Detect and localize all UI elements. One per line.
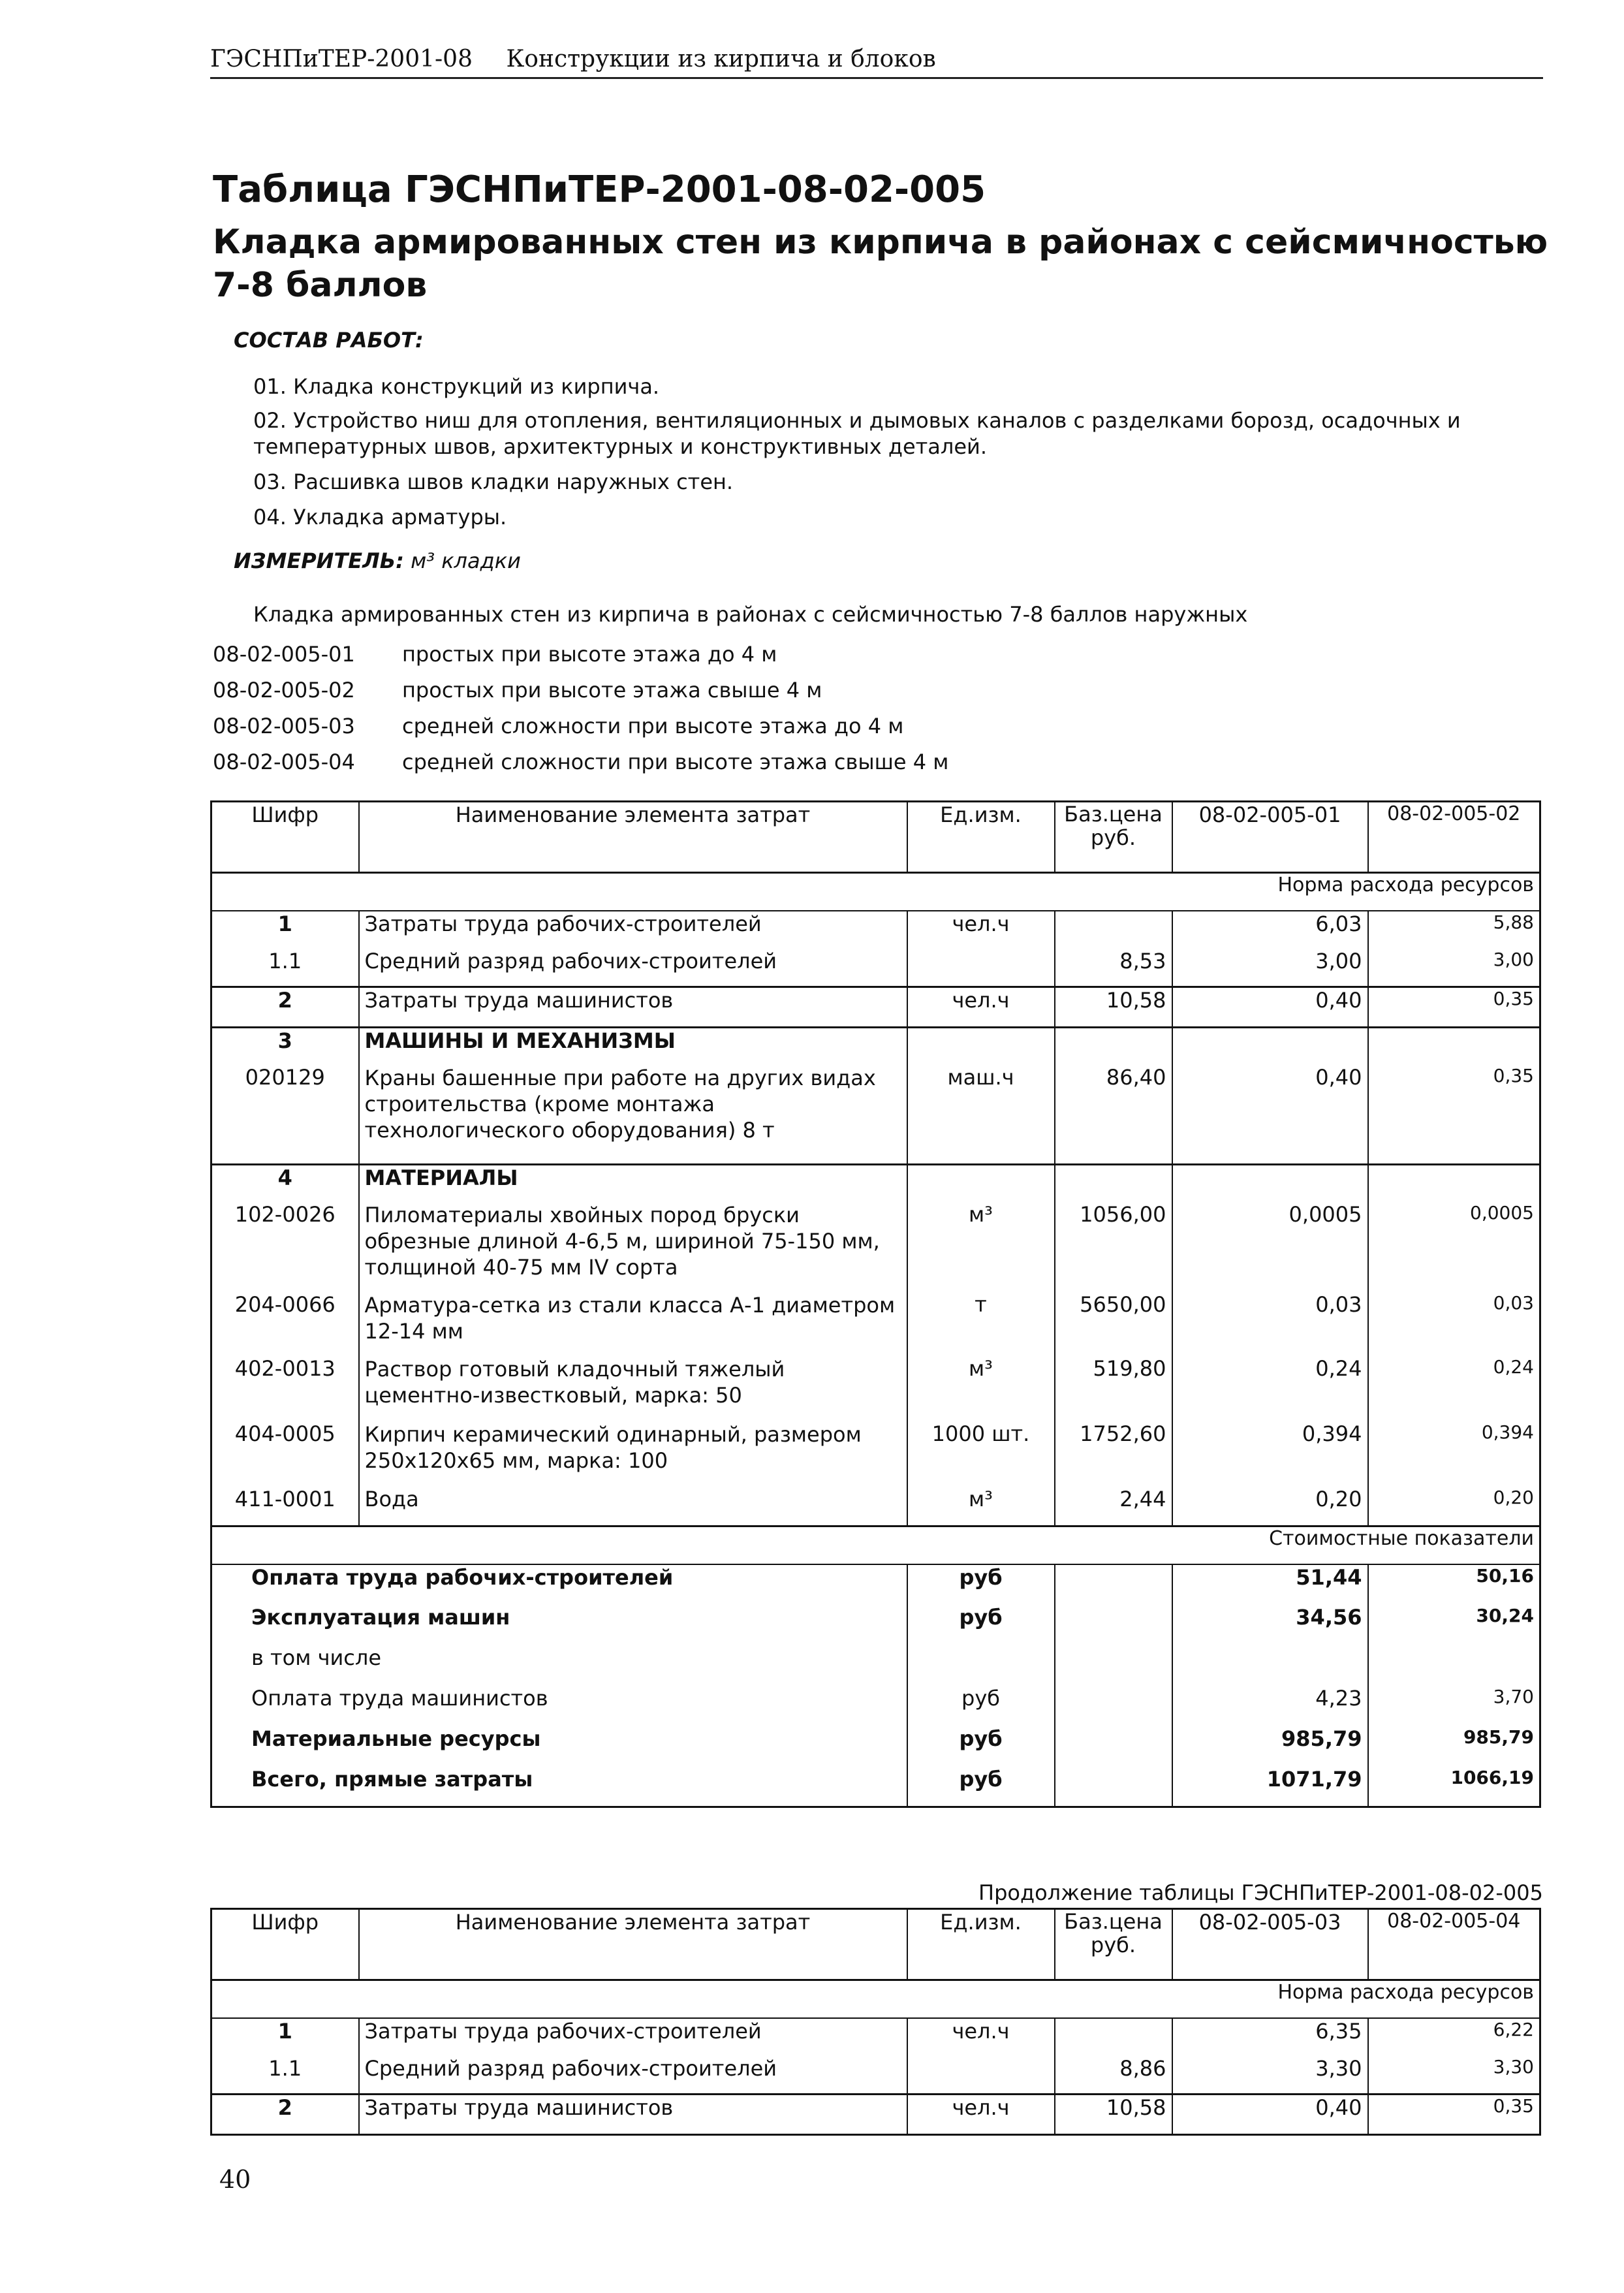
operation-item: 01. Кладка конструкций из кирпича. [253, 374, 660, 399]
row-unit: м³ [907, 1487, 1055, 1526]
running-header [210, 42, 1543, 79]
row-code: 3 [277, 1028, 292, 1053]
row-v1: 3,00 [1172, 949, 1368, 987]
row-price: 86,40 [1055, 1065, 1172, 1164]
table-row [211, 2018, 1540, 2056]
row-v4: 0,35 [1368, 2094, 1540, 2134]
cost-label: Стоимостные показатели [211, 1526, 1540, 1564]
row-v2: 0,03 [1368, 1292, 1540, 1356]
row-v2: 0,394 [1368, 1421, 1540, 1487]
cost-v1: 4,23 [1172, 1686, 1368, 1726]
table-header-row [211, 1909, 1540, 1980]
cost-v1: 985,79 [1172, 1726, 1368, 1767]
row-unit: м³ [907, 1202, 1055, 1292]
section-title: МАШИНЫ И МЕХАНИЗМЫ [359, 1027, 907, 1065]
row-v2: 3,00 [1368, 949, 1540, 987]
row-unit: маш.ч [907, 1065, 1055, 1164]
cost-row [211, 1605, 1540, 1645]
row-code: 2 [277, 2095, 292, 2120]
variant-row [213, 744, 1388, 780]
row-code: 402-0013 [234, 1356, 336, 1381]
row-code: 020129 [245, 1065, 325, 1090]
col-v4-header: 08-02-005-04 [1368, 1909, 1540, 1980]
cost-v1: 1071,79 [1172, 1767, 1368, 1807]
composition-label: СОСТАВ РАБОТ: [234, 328, 424, 353]
section-title: МАТЕРИАЛЫ [359, 1164, 907, 1202]
row-v2: 5,88 [1368, 911, 1540, 949]
row-v1: 0,03 [1172, 1292, 1368, 1356]
variant-desc: средней сложности при высоте этажа свыше 4 м [402, 749, 949, 774]
table-row [211, 1421, 1540, 1487]
row-name: Затраты труда рабочих-строителей [359, 2018, 907, 2056]
row-price: 8,86 [1055, 2056, 1172, 2094]
row-price [1055, 2018, 1172, 2056]
norm-subheader-row [211, 873, 1540, 911]
row-v2: 0,35 [1368, 1065, 1540, 1164]
row-name: Арматура-сетка из стали класса А-1 диаметром 12-14 мм [359, 1292, 907, 1356]
row-unit: чел.ч [907, 2094, 1055, 2134]
row-name: Средний разряд рабочих-строителей [359, 949, 907, 987]
cost-name: Всего, прямые затраты [251, 1766, 533, 1792]
row-price: 519,80 [1055, 1356, 1172, 1421]
measure-value: м³ кладки [411, 548, 521, 573]
col-v1-header: 08-02-005-01 [1172, 802, 1368, 873]
row-v2: 0,24 [1368, 1356, 1540, 1421]
table-row [211, 987, 1540, 1027]
cost-v2: 50,16 [1368, 1564, 1540, 1605]
continuation-caption: Продолжение таблицы ГЭСНПиТЕР-2001-08-02-005 [978, 1880, 1543, 1905]
page-number: 40 [219, 2165, 251, 2194]
resource-table-1 [210, 800, 1541, 1808]
header-code: ГЭСНПиТЕР-2001-08 [210, 46, 473, 72]
table-row [211, 1202, 1540, 1292]
table-row [211, 2056, 1540, 2094]
row-unit: м³ [907, 1356, 1055, 1421]
col-code-header: Шифр [211, 1909, 359, 1980]
row-v1: 0,24 [1172, 1356, 1368, 1421]
operation-item: 03. Расшивка швов кладки наружных стен. [253, 469, 734, 494]
row-v1: 0,40 [1172, 987, 1368, 1027]
row-unit: чел.ч [907, 2018, 1055, 2056]
norm-label: Норма расхода ресурсов [211, 873, 1540, 911]
col-unit-header: Ед.изм. [907, 1909, 1055, 1980]
row-name: Средний разряд рабочих-строителей [359, 2056, 907, 2094]
table-row [211, 2094, 1540, 2134]
row-name: Кирпич керамический одинарный, размером 250х120х65 мм, марка: 100 [359, 1421, 907, 1487]
cost-unit: руб [907, 1686, 1055, 1726]
cost-name: Оплата труда машинистов [251, 1685, 548, 1711]
table-title: Таблица ГЭСНПиТЕР-2001-08-02-005 [213, 168, 986, 211]
cost-row [211, 1686, 1540, 1726]
table-row [211, 949, 1540, 987]
row-v2: 0,20 [1368, 1487, 1540, 1526]
cost-row [211, 1564, 1540, 1605]
row-code: 102-0026 [234, 1202, 336, 1227]
cost-v2: 3,70 [1368, 1686, 1540, 1726]
col-v2-header: 08-02-005-02 [1368, 802, 1540, 873]
row-v1: 0,394 [1172, 1421, 1368, 1487]
cost-v2: 30,24 [1368, 1605, 1540, 1645]
variant-code: 08-02-005-03 [213, 713, 355, 738]
cost-unit: руб [907, 1564, 1055, 1605]
cost-v2: 1066,19 [1368, 1767, 1540, 1807]
cost-v1 [1172, 1645, 1368, 1686]
col-unit-header: Ед.изм. [907, 802, 1055, 873]
row-price: 5650,00 [1055, 1292, 1172, 1356]
row-price [1055, 911, 1172, 949]
cost-row [211, 1767, 1540, 1807]
variant-list [213, 636, 1388, 780]
cost-v2: 985,79 [1368, 1726, 1540, 1767]
row-price: 10,58 [1055, 2094, 1172, 2134]
cost-row [211, 1645, 1540, 1686]
row-v2: 0,35 [1368, 987, 1540, 1027]
table-row [211, 1356, 1540, 1421]
row-v1: 0,0005 [1172, 1202, 1368, 1292]
col-v3-header: 08-02-005-03 [1172, 1909, 1368, 1980]
operation-item: 04. Укладка арматуры. [253, 505, 507, 530]
row-v4: 6,22 [1368, 2018, 1540, 2056]
row-unit [907, 2056, 1055, 2094]
variant-row [213, 672, 1388, 708]
col-code-header: Шифр [211, 802, 359, 873]
row-name: Затраты труда машинистов [359, 987, 907, 1027]
table-row [211, 1292, 1540, 1356]
variant-code: 08-02-005-04 [213, 749, 355, 774]
row-code: 204-0066 [234, 1292, 336, 1317]
row-v3: 0,40 [1172, 2094, 1368, 2134]
row-code: 1.1 [268, 949, 302, 973]
cost-unit: руб [907, 1605, 1055, 1645]
row-v1: 0,20 [1172, 1487, 1368, 1526]
cost-unit: руб [907, 1726, 1055, 1767]
row-v1: 6,03 [1172, 911, 1368, 949]
table-row [211, 1065, 1540, 1164]
row-name: Пиломатериалы хвойных пород бруски обрезные длиной 4-6,5 м, шириной 75-150 мм, толщиной 40-75 мм IV сорта [359, 1202, 907, 1292]
cost-unit: руб [907, 1767, 1055, 1807]
cost-name: Эксплуатация машин [251, 1604, 510, 1630]
measure-line [234, 548, 521, 573]
row-code: 404-0005 [234, 1421, 336, 1446]
header-section: Конструкции из кирпича и блоков [506, 46, 936, 72]
row-code: 1.1 [268, 2056, 302, 2081]
row-unit [907, 949, 1055, 987]
measure-label: ИЗМЕРИТЕЛЬ: [234, 548, 404, 573]
row-code: 4 [277, 1165, 292, 1190]
row-code: 411-0001 [234, 1487, 336, 1511]
row-code: 1 [277, 2019, 292, 2044]
cost-v2 [1368, 1645, 1540, 1686]
row-name: Раствор готовый кладочный тяжелый цементно-известковый, марка: 50 [359, 1356, 907, 1421]
col-name-header: Наименование элемента затрат [359, 1909, 907, 1980]
work-title: Кладка армированных стен из кирпича в районах с сейсмичностью 7-8 баллов [213, 223, 1548, 305]
cost-name: Материальные ресурсы [251, 1726, 541, 1751]
row-v2: 0,0005 [1368, 1202, 1540, 1292]
cost-name: в том числе [251, 1645, 381, 1670]
norm-label: Норма расхода ресурсов [211, 1980, 1540, 2019]
row-name: Затраты труда рабочих-строителей [359, 911, 907, 949]
variant-desc: средней сложности при высоте этажа до 4 м [402, 713, 904, 738]
row-unit: чел.ч [907, 987, 1055, 1027]
row-unit: чел.ч [907, 911, 1055, 949]
row-code: 2 [277, 987, 292, 1013]
row-unit: 1000 шт. [907, 1421, 1055, 1487]
row-v3: 6,35 [1172, 2018, 1368, 2056]
table-header-row [211, 802, 1540, 873]
variant-row [213, 708, 1388, 744]
cost-unit [907, 1645, 1055, 1686]
row-unit: т [907, 1292, 1055, 1356]
table-row [211, 1487, 1540, 1526]
row-name: Затраты труда машинистов [359, 2094, 907, 2134]
norm-subheader-row [211, 1980, 1540, 2019]
cost-name: Оплата труда рабочих-строителей [251, 1564, 674, 1590]
row-code: 1 [277, 911, 292, 936]
row-v3: 3,30 [1172, 2056, 1368, 2094]
variant-desc: простых при высоте этажа свыше 4 м [402, 677, 822, 703]
variant-code: 08-02-005-01 [213, 641, 355, 667]
cost-subheader-row [211, 1526, 1540, 1564]
col-price-header: Баз.цена руб. [1055, 1909, 1172, 1980]
table-row [211, 911, 1540, 949]
variant-desc: простых при высоте этажа до 4 м [402, 641, 777, 667]
row-name: Краны башенные при работе на других видах строительства (кроме монтажа технологического оборудования) 8 т [359, 1065, 907, 1164]
row-price: 1752,60 [1055, 1421, 1172, 1487]
row-price: 8,53 [1055, 949, 1172, 987]
row-name: Вода [359, 1487, 907, 1526]
section-row [211, 1164, 1540, 1202]
col-price-header: Баз.цена руб. [1055, 802, 1172, 873]
variant-code: 08-02-005-02 [213, 677, 355, 703]
operation-item: 02. Устройство ниш для отопления, вентиляционных и дымовых каналов с разделками борозд, осадочных и температурных швов, архитектурных и конструктивных деталей. [253, 408, 1461, 459]
group-description: Кладка армированных стен из кирпича в районах с сейсмичностью 7-8 баллов наружных [253, 602, 1248, 627]
row-price: 2,44 [1055, 1487, 1172, 1526]
resource-table-2 [210, 1908, 1541, 2136]
row-price: 1056,00 [1055, 1202, 1172, 1292]
variant-row [213, 636, 1388, 672]
row-v4: 3,30 [1368, 2056, 1540, 2094]
row-price: 10,58 [1055, 987, 1172, 1027]
section-row [211, 1027, 1540, 1065]
col-name-header: Наименование элемента затрат [359, 802, 907, 873]
cost-v1: 51,44 [1172, 1564, 1368, 1605]
cost-row [211, 1726, 1540, 1767]
cost-v1: 34,56 [1172, 1605, 1368, 1645]
row-v1: 0,40 [1172, 1065, 1368, 1164]
